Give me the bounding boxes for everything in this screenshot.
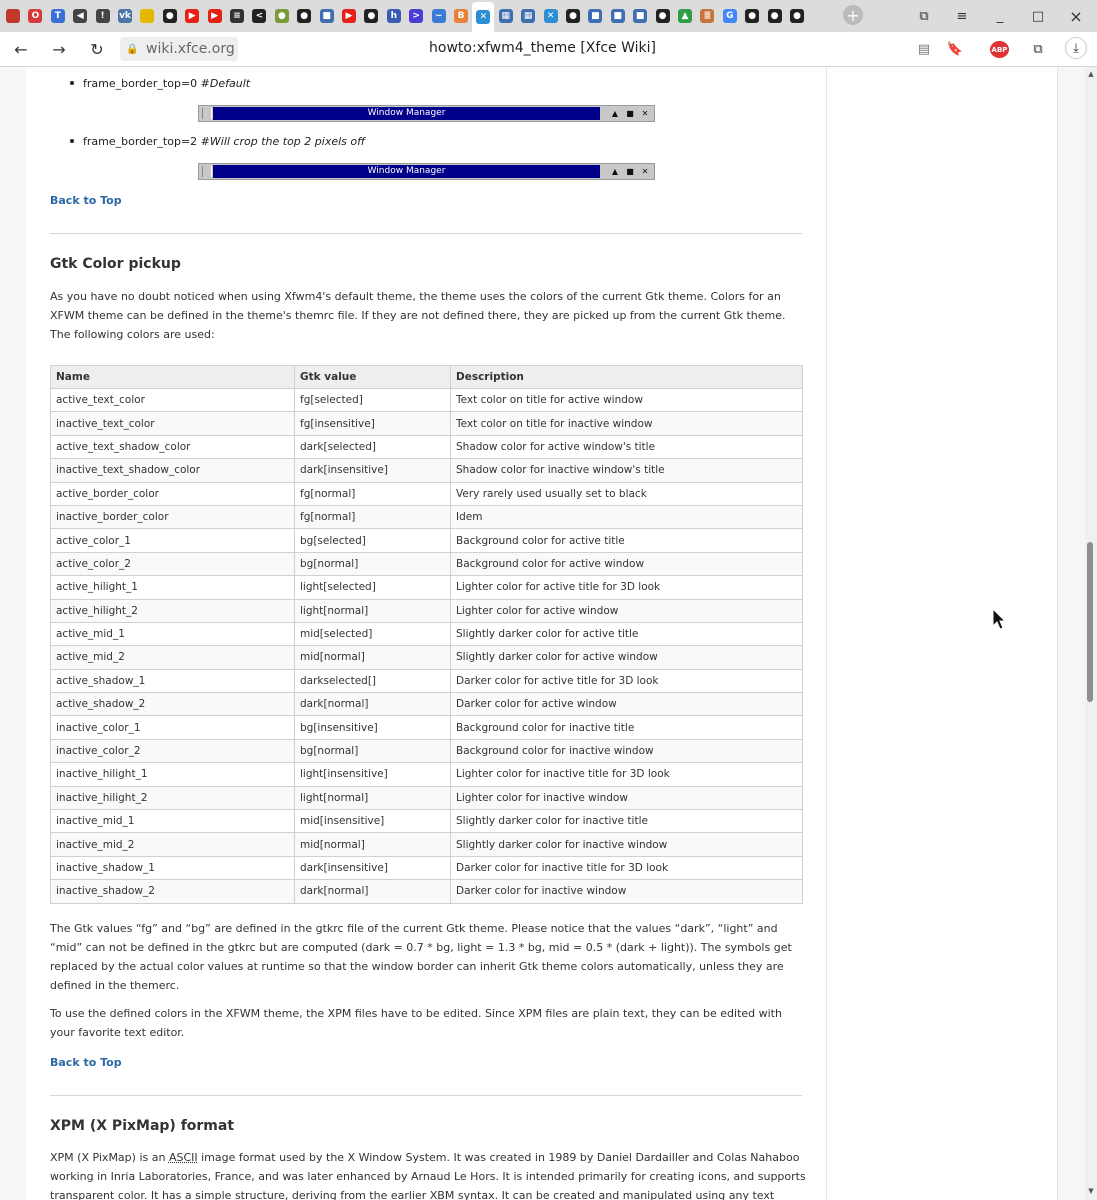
speaker-icon: ◀ bbox=[73, 9, 87, 23]
youtube-icon: ▶ bbox=[185, 9, 199, 23]
cell-gtk-value: light[selected] bbox=[295, 576, 451, 599]
cell-description: Slightly darker color for inactive title bbox=[451, 810, 803, 833]
cell-gtk-value: dark[insensitive] bbox=[295, 459, 451, 482]
reader-icon: ▤ bbox=[917, 41, 931, 57]
cell-description: Slightly darker color for inactive window bbox=[451, 833, 803, 856]
cell-name: active_hilight_1 bbox=[51, 576, 295, 599]
paragraph: To use the defined colors in the XFWM theme, the XPM files have to be edited. Since XPM files are plain text, they can be edited with your favorite text editor. bbox=[50, 1007, 782, 1039]
browser-tab[interactable] bbox=[741, 4, 763, 28]
github-icon: ● bbox=[163, 9, 177, 23]
cell-gtk-value: darkselected[] bbox=[295, 669, 451, 692]
red-swirl-icon bbox=[6, 9, 20, 23]
arrow-right-icon: → bbox=[52, 39, 66, 59]
cell-description: Darker color for active title for 3D look bbox=[451, 669, 803, 692]
wave-icon: ~ bbox=[432, 9, 446, 23]
cell-name: active_mid_2 bbox=[51, 646, 295, 669]
cell-description: Darker color for inactive title for 3D look bbox=[451, 856, 803, 879]
extensions-icon: ⧉ bbox=[1033, 41, 1043, 57]
cell-gtk-value: mid[selected] bbox=[295, 622, 451, 645]
cell-name: inactive_text_color bbox=[51, 412, 295, 435]
cell-name: active_shadow_1 bbox=[51, 669, 295, 692]
browser-tab[interactable] bbox=[719, 4, 741, 28]
window-manager-preview bbox=[198, 105, 655, 122]
table-row bbox=[51, 739, 803, 762]
wm-title: Window Manager bbox=[213, 165, 600, 178]
browser-tab[interactable] bbox=[540, 4, 562, 28]
cell-description: Shadow color for active window's title bbox=[451, 435, 803, 458]
browser-tab[interactable] bbox=[2, 4, 24, 28]
close-icon: × bbox=[1069, 6, 1083, 26]
page-title: howto:xfwm4_theme [Xfce Wiki] bbox=[429, 40, 656, 56]
browser-tab[interactable] bbox=[607, 4, 629, 28]
cell-description: Lighter color for active window bbox=[451, 599, 803, 622]
back-button[interactable] bbox=[10, 38, 32, 60]
cell-name: inactive_text_shadow_color bbox=[51, 459, 295, 482]
browser-tab[interactable] bbox=[495, 4, 517, 28]
cell-gtk-value: fg[normal] bbox=[295, 482, 451, 505]
lock-yellow-icon bbox=[140, 9, 154, 23]
bookmark-button[interactable] bbox=[944, 39, 966, 59]
table-row bbox=[51, 833, 803, 856]
cell-description: Idem bbox=[451, 505, 803, 528]
cell-description: Darker color for active window bbox=[451, 693, 803, 716]
hamburger-icon: ≡ bbox=[956, 8, 968, 24]
scrollbar[interactable] bbox=[1085, 67, 1097, 1200]
opera-icon: O bbox=[28, 9, 42, 23]
table-row bbox=[51, 622, 803, 645]
browser-tab[interactable] bbox=[159, 4, 181, 28]
divider bbox=[50, 233, 802, 234]
divider bbox=[50, 1095, 802, 1096]
cell-name: inactive_shadow_2 bbox=[51, 880, 295, 903]
cell-gtk-value: light[insensitive] bbox=[295, 763, 451, 786]
github-icon: ● bbox=[790, 9, 804, 23]
cell-name: active_shadow_2 bbox=[51, 693, 295, 716]
adblock-icon: ABP bbox=[991, 45, 1008, 54]
cell-gtk-value: bg[normal] bbox=[295, 552, 451, 575]
sidebar bbox=[826, 67, 1058, 1200]
cell-name: active_mid_1 bbox=[51, 622, 295, 645]
arrow-icon: > bbox=[409, 9, 423, 23]
browser-tab[interactable] bbox=[181, 4, 203, 28]
xfce-icon: ✕ bbox=[544, 9, 558, 23]
cell-gtk-value: fg[selected] bbox=[295, 389, 451, 412]
table-row bbox=[51, 763, 803, 786]
minimize-button[interactable] bbox=[988, 6, 1012, 26]
new-tab-button[interactable] bbox=[843, 5, 863, 25]
plus-icon: + bbox=[846, 5, 860, 25]
maximize-icon: ■ bbox=[626, 109, 634, 118]
close-window-button[interactable] bbox=[1064, 6, 1088, 26]
table-row bbox=[51, 856, 803, 879]
browser-tab[interactable] bbox=[383, 4, 405, 28]
image-icon: ▦ bbox=[521, 9, 535, 23]
cell-gtk-value: dark[selected] bbox=[295, 435, 451, 458]
app-menu-button[interactable] bbox=[950, 6, 974, 26]
maximize-icon: ■ bbox=[626, 167, 634, 176]
downloads-button[interactable] bbox=[1065, 37, 1087, 59]
cell-description: Text color on title for active window bbox=[451, 389, 803, 412]
table-row bbox=[51, 482, 803, 505]
navigation-bar bbox=[0, 32, 1097, 67]
paragraph: The Gtk values “fg” and “bg” are defined in the gtkrc file of the current Gtk theme. Please notice that the values “dark”, “light” and “mid” can not be defined in the gtkrc but are computed (dark = 0.7 * bg, light = 1.3 * bg, mid = 0.5 * (dark + light)). The symbols get replaced by the actual color values at runtime so that the window border can inherit Gtk theme colors automatically, unless they are defined in the themerc. bbox=[50, 922, 792, 992]
maximize-icon: □ bbox=[1031, 8, 1045, 24]
table-row bbox=[51, 412, 803, 435]
forward-button[interactable] bbox=[48, 38, 70, 60]
browser-tab[interactable] bbox=[47, 4, 69, 28]
abbreviation: ASCII bbox=[168, 1151, 198, 1164]
browser-tab[interactable] bbox=[428, 4, 450, 28]
drive-icon: ▲ bbox=[678, 9, 692, 23]
green-circle-icon: ● bbox=[275, 9, 289, 23]
table-row bbox=[51, 552, 803, 575]
image-icon: ▦ bbox=[499, 9, 513, 23]
section-intro: As you have no doubt noticed when using Xfwm4's default theme, the theme uses the colors of the current Gtk theme. Colors for an XFWM theme can be defined in the theme's themrc file. If they are not defined there, they are picked up from the current Gtk theme. The following colors are used: bbox=[50, 290, 786, 341]
cell-gtk-value: bg[selected] bbox=[295, 529, 451, 552]
cell-description: Shadow color for inactive window's title bbox=[451, 459, 803, 482]
wiki-content bbox=[26, 67, 826, 1200]
url-host: wiki.xfce.org bbox=[146, 41, 235, 57]
reader-view-button[interactable] bbox=[913, 39, 935, 59]
cell-gtk-value: bg[insensitive] bbox=[295, 716, 451, 739]
cell-description: Background color for active window bbox=[451, 552, 803, 575]
grip-icon bbox=[202, 166, 212, 177]
browser-tab[interactable] bbox=[226, 4, 248, 28]
blue-square-icon: ■ bbox=[611, 9, 625, 23]
cell-name: active_color_1 bbox=[51, 529, 295, 552]
translate-icon: G bbox=[723, 9, 737, 23]
url-bar[interactable] bbox=[120, 37, 238, 61]
cell-description: Lighter color for inactive title for 3D look bbox=[451, 763, 803, 786]
xfce-icon: ✕ bbox=[476, 10, 490, 24]
cell-description: Background color for inactive window bbox=[451, 739, 803, 762]
cell-name: inactive_mid_2 bbox=[51, 833, 295, 856]
vk-icon: vk bbox=[118, 9, 132, 23]
section-heading: XPM (X PixMap) format bbox=[50, 1118, 235, 1134]
mouse-cursor-icon bbox=[992, 608, 1008, 632]
grip-icon bbox=[202, 108, 212, 119]
bars-icon: ≡ bbox=[230, 9, 244, 23]
back-to-top-link[interactable]: Back to Top bbox=[50, 194, 122, 207]
cell-name: active_hilight_2 bbox=[51, 599, 295, 622]
cell-name: inactive_hilight_1 bbox=[51, 763, 295, 786]
youtube-icon: ▶ bbox=[342, 9, 356, 23]
cell-description: Lighter color for active title for 3D look bbox=[451, 576, 803, 599]
browser-tab[interactable] bbox=[24, 4, 46, 28]
table-row bbox=[51, 599, 803, 622]
cell-description: Lighter color for inactive window bbox=[451, 786, 803, 809]
gtk-color-table bbox=[50, 365, 803, 904]
github-icon: ● bbox=[297, 9, 311, 23]
browser-tab[interactable] bbox=[293, 4, 315, 28]
column-header-gtk-value: Gtk value bbox=[295, 366, 451, 389]
table-row bbox=[51, 646, 803, 669]
browser-tab[interactable] bbox=[696, 4, 718, 28]
cell-name: active_text_shadow_color bbox=[51, 435, 295, 458]
browser-tab[interactable] bbox=[674, 4, 696, 28]
list-item: frame_border_top=0 #Default bbox=[70, 77, 250, 90]
letter-t-icon: T bbox=[51, 9, 65, 23]
h-icon: h bbox=[387, 9, 401, 23]
stack-icon: ≣ bbox=[700, 9, 714, 23]
back-to-top-link[interactable]: Back to Top bbox=[50, 1056, 122, 1069]
list-item: frame_border_top=2 #Will crop the top 2 pixels off bbox=[70, 135, 365, 148]
wm-title: Window Manager bbox=[213, 107, 600, 120]
browser-tab[interactable] bbox=[652, 4, 674, 28]
cell-name: inactive_mid_1 bbox=[51, 810, 295, 833]
table-row bbox=[51, 389, 803, 412]
window-manager-preview bbox=[198, 163, 655, 180]
cell-gtk-value: dark[normal] bbox=[295, 693, 451, 716]
orange-b-icon: B bbox=[454, 9, 468, 23]
cell-description: Very rarely used usually set to black bbox=[451, 482, 803, 505]
table-header-row bbox=[51, 366, 803, 389]
browser-tab[interactable] bbox=[360, 4, 382, 28]
cell-name: active_text_color bbox=[51, 389, 295, 412]
github-icon: ● bbox=[364, 9, 378, 23]
shade-icon: ▲ bbox=[611, 109, 619, 118]
browser-tab[interactable] bbox=[405, 4, 427, 28]
shade-icon: ▲ bbox=[611, 167, 619, 176]
table-row bbox=[51, 669, 803, 692]
restore-windows-button[interactable] bbox=[912, 6, 936, 26]
column-header-name: Name bbox=[51, 366, 295, 389]
cell-name: inactive_color_1 bbox=[51, 716, 295, 739]
browser-tab[interactable] bbox=[786, 4, 808, 28]
github-icon: ● bbox=[768, 9, 782, 23]
blue-square-icon: ■ bbox=[320, 9, 334, 23]
cell-description: Background color for active title bbox=[451, 529, 803, 552]
table-row bbox=[51, 505, 803, 528]
table-row bbox=[51, 435, 803, 458]
cell-description: Slightly darker color for active window bbox=[451, 646, 803, 669]
restore-icon: ⧉ bbox=[919, 8, 929, 24]
browser-tab[interactable] bbox=[517, 4, 539, 28]
table-row bbox=[51, 576, 803, 599]
browser-tab[interactable] bbox=[472, 2, 494, 32]
cell-gtk-value: mid[insensitive] bbox=[295, 810, 451, 833]
cell-description: Background color for inactive title bbox=[451, 716, 803, 739]
table-row bbox=[51, 693, 803, 716]
cell-description: Darker color for inactive window bbox=[451, 880, 803, 903]
extensions-button[interactable] bbox=[1027, 39, 1049, 59]
close-icon: ✕ bbox=[641, 109, 649, 118]
cell-name: inactive_border_color bbox=[51, 505, 295, 528]
blue-square-icon: ■ bbox=[633, 9, 647, 23]
github-icon: ● bbox=[656, 9, 670, 23]
reload-button[interactable] bbox=[86, 38, 108, 60]
cell-gtk-value: mid[normal] bbox=[295, 833, 451, 856]
table-row bbox=[51, 786, 803, 809]
paragraph: XPM (X PixMap) is an ASCII image format used by the X Window System. It was created in 1989 by Daniel Dardailler and Colas Nahaboo working in Inria Laboratories, France, and was later enhanced by Arnaud Le Hors. It is intended primarily for creating icons, and supports transparent color. It has a simple structure, deriving from the earlier XBM syntax. It can be created and manipulated using any text bbox=[50, 1151, 806, 1200]
bookmark-icon: 🔖 bbox=[946, 41, 964, 57]
cell-gtk-value: mid[normal] bbox=[295, 646, 451, 669]
browser-tab[interactable] bbox=[92, 4, 114, 28]
scrollbar-thumb[interactable] bbox=[1087, 542, 1093, 702]
browser-tab[interactable] bbox=[562, 4, 584, 28]
cell-name: active_color_2 bbox=[51, 552, 295, 575]
cell-description: Slightly darker color for active title bbox=[451, 622, 803, 645]
browser-tab[interactable] bbox=[316, 4, 338, 28]
close-icon: ✕ bbox=[641, 167, 649, 176]
browser-tab[interactable] bbox=[271, 4, 293, 28]
adblock-button[interactable] bbox=[990, 41, 1009, 58]
github-icon: ● bbox=[745, 9, 759, 23]
cell-description: Text color on title for inactive window bbox=[451, 412, 803, 435]
browser-tab[interactable] bbox=[629, 4, 651, 28]
cell-gtk-value: light[normal] bbox=[295, 599, 451, 622]
browser-tab[interactable] bbox=[204, 4, 226, 28]
cell-gtk-value: dark[insensitive] bbox=[295, 856, 451, 879]
blue-square-icon: ■ bbox=[588, 9, 602, 23]
lock-icon: 🔒 bbox=[126, 43, 139, 55]
browser-tab[interactable] bbox=[114, 4, 136, 28]
browser-tab[interactable] bbox=[248, 4, 270, 28]
cell-gtk-value: bg[normal] bbox=[295, 739, 451, 762]
page-viewport bbox=[0, 67, 1085, 1200]
github-icon: ● bbox=[566, 9, 580, 23]
cell-gtk-value: light[normal] bbox=[295, 786, 451, 809]
arrow-left-icon: ← bbox=[14, 39, 28, 59]
scroll-down-icon[interactable]: ▼ bbox=[1088, 1187, 1094, 1195]
browser-tab[interactable] bbox=[584, 4, 606, 28]
cell-name: inactive_hilight_2 bbox=[51, 786, 295, 809]
table-row bbox=[51, 810, 803, 833]
youtube-icon: ▶ bbox=[208, 9, 222, 23]
browser-tab[interactable] bbox=[338, 4, 360, 28]
cell-gtk-value: fg[normal] bbox=[295, 505, 451, 528]
cell-name: active_border_color bbox=[51, 482, 295, 505]
maximize-button[interactable] bbox=[1026, 6, 1050, 26]
puzzle-icon: < bbox=[252, 9, 266, 23]
cell-gtk-value: dark[normal] bbox=[295, 880, 451, 903]
minimize-icon: _ bbox=[996, 8, 1004, 24]
table-row bbox=[51, 529, 803, 552]
table-row bbox=[51, 459, 803, 482]
column-header-description: Description bbox=[451, 366, 803, 389]
reload-icon: ↻ bbox=[90, 39, 104, 59]
cell-name: inactive_color_2 bbox=[51, 739, 295, 762]
browser-tab[interactable] bbox=[764, 4, 786, 28]
section-heading: Gtk Color pickup bbox=[50, 256, 181, 272]
browser-tab[interactable] bbox=[69, 4, 91, 28]
browser-tab[interactable] bbox=[136, 4, 158, 28]
download-icon: ⤓ bbox=[1073, 40, 1079, 56]
browser-tab[interactable] bbox=[450, 4, 472, 28]
scroll-up-icon[interactable]: ▲ bbox=[1088, 70, 1094, 78]
exclamation-icon: ! bbox=[96, 9, 110, 23]
cell-name: inactive_shadow_1 bbox=[51, 856, 295, 879]
cell-gtk-value: fg[insensitive] bbox=[295, 412, 451, 435]
table-row bbox=[51, 880, 803, 903]
table-row bbox=[51, 716, 803, 739]
